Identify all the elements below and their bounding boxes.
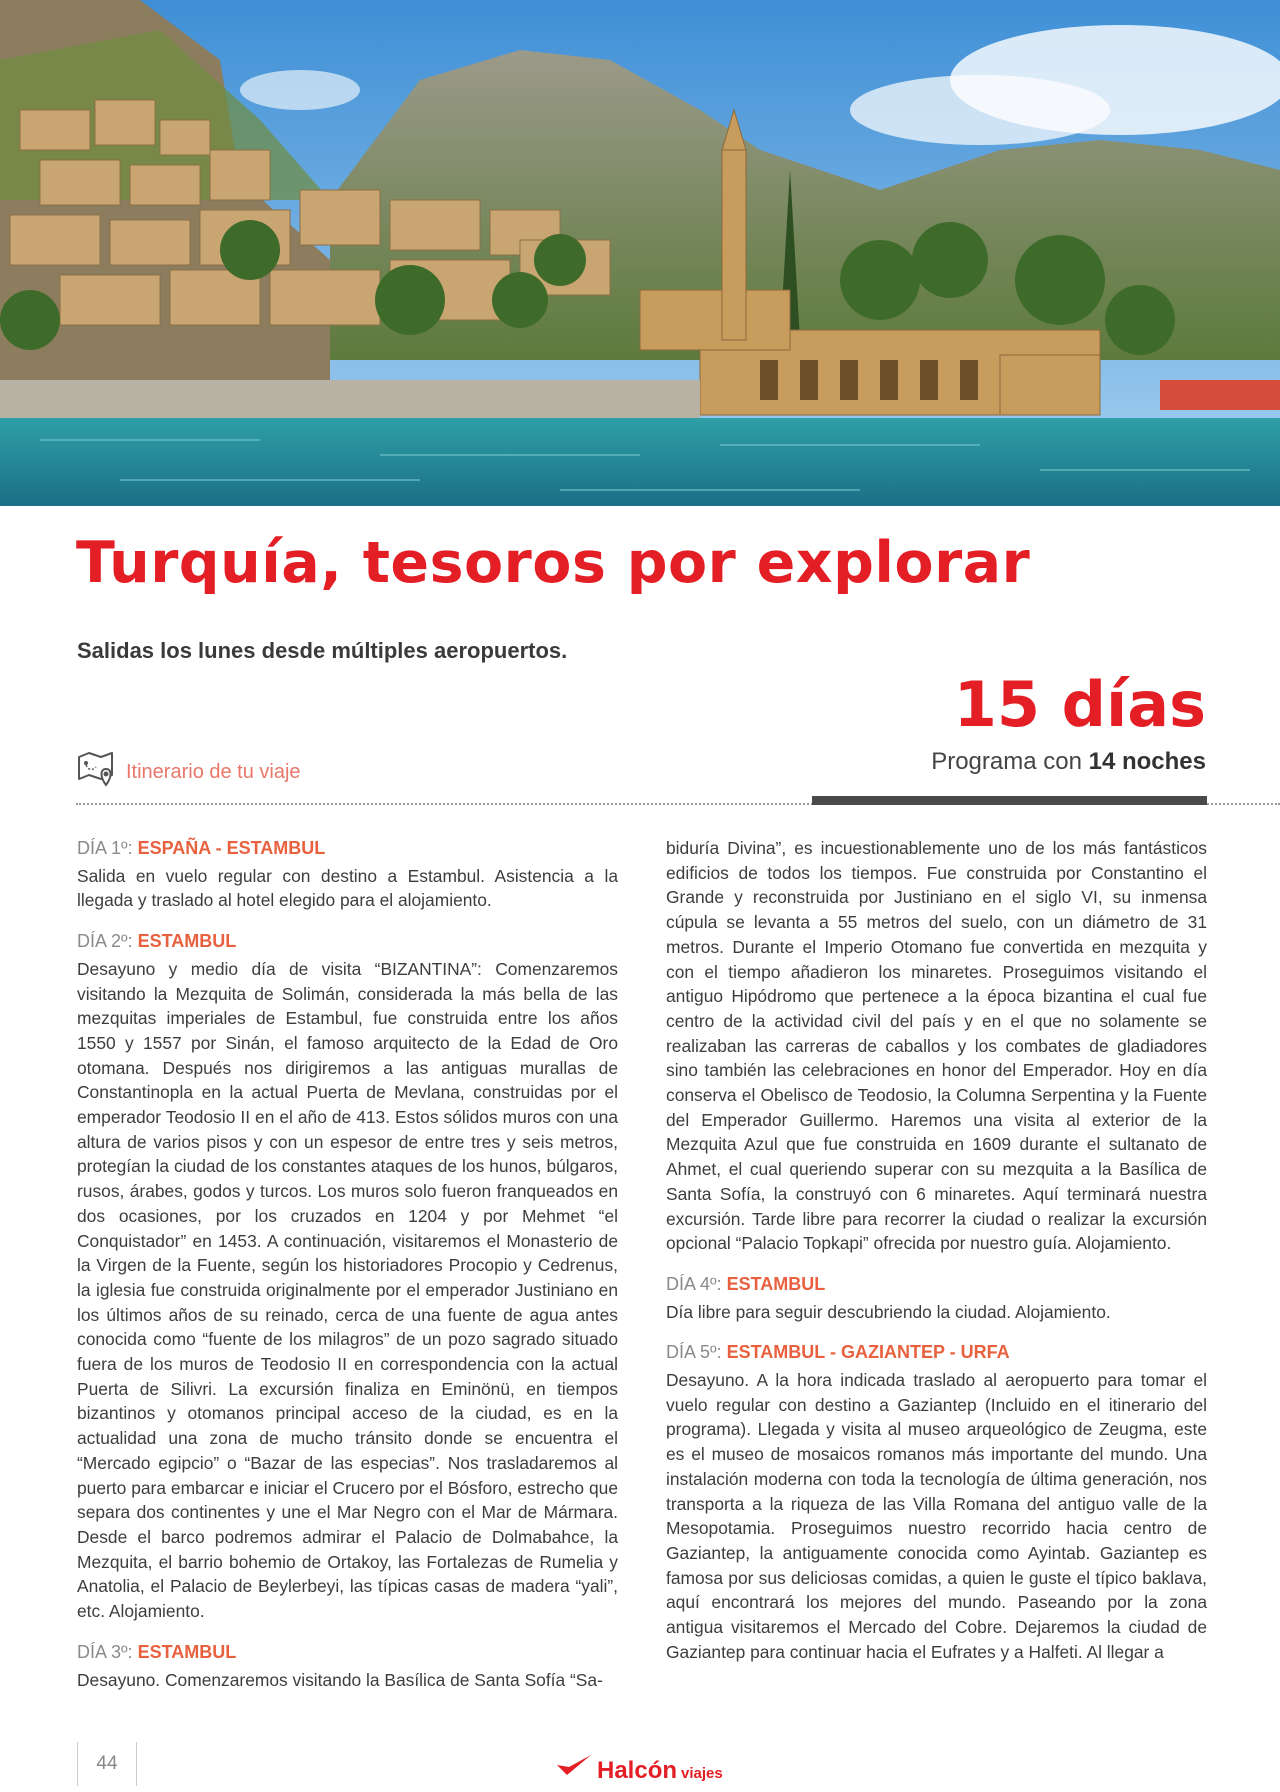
- duration-underline-bar: [812, 796, 1207, 805]
- departures-subtitle: Salidas los lunes desde múltiples aeropuertos.: [77, 638, 568, 663]
- day-number: DÍA 1º:: [77, 838, 133, 858]
- day-entry: [77, 1640, 618, 1692]
- brand-sub: viajes: [681, 1765, 723, 1782]
- itinerary-heading: [76, 750, 301, 794]
- itinerary-column-right: [666, 836, 1207, 1681]
- map-pin-icon: [76, 749, 116, 795]
- itinerary-column-left: [77, 836, 618, 1708]
- day-number: DÍA 5º:: [666, 1342, 722, 1363]
- brand-logo: [555, 1750, 723, 1784]
- day-description: Día libre para seguir descubriendo la ciudad. Alojamiento.: [666, 1301, 1111, 1322]
- day-description: Desayuno. A la hora indicada traslado al aeropuerto para tomar el vuelo regular con destino a Gaziantep (Incluido en el itinerario del programa). Llegada y visita al museo arqueológico de Zeugma, este es el museo de mosaicos romanos más importante del mundo. Una instalación moderna con toda la tecnología de última generación, nos transporta a la riqueza de las Villa Romana del antiguo valle de la Mesopotamia. Proseguimos nuestro recorrido hacia centro de Gaziantep, la antiguamente conocida como Ayintab. Gaziantep es famosa por sus deliciosas comidas, a quien le guste el típico baklava, aquí encontrará los mejores del mundo. Paseando por la zona antigua visitaremos el Mercado del Cobre. Dejaremos la ciudad de Gaziantep para continuar hacia el Eufrates y a Halfeti. Al llegar a: [666, 1370, 1207, 1662]
- day-description: Salida en vuelo regular con destino a Estambul. Asistencia a la llegada y traslado al hotel elegido para el alojamiento.: [77, 865, 618, 911]
- program-nights: [931, 748, 1206, 776]
- day-number: DÍA 2º:: [77, 931, 133, 952]
- itinerary-heading-label: Itinerario de tu viaje: [126, 760, 301, 783]
- day-heading: [77, 1640, 618, 1665]
- day-entry-continuation: [666, 836, 1207, 1256]
- day-number: DÍA 4º:: [666, 1273, 722, 1294]
- program-prefix: Programa con: [931, 748, 1082, 775]
- hero-image: [0, 0, 1280, 506]
- program-nights-count: 14 noches: [1088, 748, 1206, 775]
- brand-check-icon: [555, 1753, 593, 1784]
- day-entry: [77, 929, 618, 1624]
- day-description-continuation: biduría Divina”, es incuestionablemente uno de los más fantásticos edificios de todos los tiempos. Fue construida por Constantino el Grande y reconstruida por Justiniano en el siglo VI, su inmensa cúpula se levanta a 55 metros del suelo, con un diámetro de 31 metros. Durante el Imperio Otomano fue convertida en mezquita y con el tiempo añadieron los minaretes. Proseguimos visitando el antiguo Hipódromo que pertenece a la época bizantina el cual fue centro de la actividad civil del país y en el que no solamente se realizaban las carreras de caballos y los combates de gladiadores sino también las celebraciones en honor del Emperador. Hoy en día conserva el Obelisco de Teodosio, la Columna Serpentina y la Fuente del Emperador Guillermo. Haremos una visita al exterior de la Mezquita Azul que fue construida en 1609 durante el sultanato de Ahmet, el cual queriendo superar con su mezquita a la Basílica de Santa Sofía, la construyó con 6 minaretes. Aquí terminará nuestra excursión. Tarde libre para recorrer la ciudad o realizar la excursión opcional “Palacio Topkapi” ofrecida por nuestro guía. Alojamiento.: [666, 838, 1207, 1254]
- day-place: ESPAÑA - ESTAMBUL: [137, 838, 326, 858]
- brand-name: Halcón: [597, 1757, 678, 1784]
- page-number: 44: [77, 1742, 137, 1786]
- day-place: ESTAMBUL: [137, 1641, 237, 1662]
- day-number: DÍA 3º:: [77, 1641, 133, 1662]
- day-entry: [77, 836, 618, 913]
- day-place: ESTAMBUL: [137, 931, 237, 952]
- day-entry: [666, 1340, 1207, 1664]
- day-description: Desayuno. Comenzaremos visitando la Basílica de Santa Sofía “Sa-: [77, 1669, 603, 1690]
- day-place: ESTAMBUL - GAZIANTEP - URFA: [726, 1342, 1010, 1363]
- day-heading: [77, 836, 618, 861]
- day-heading: [77, 929, 618, 954]
- trip-duration-days: 15 días: [953, 668, 1206, 741]
- page-title: Turquía, tesoros por explorar: [76, 530, 1031, 596]
- day-description: Desayuno y medio día de visita “BIZANTINA”: Comenzaremos visitando la Mezquita de Solimán, considerada la más bella de las mezquitas imperiales de Estambul, fue construida entre los años 1550 y 1557 por Sinán, el famoso arquitecto de la Edad de Oro otomana. Después nos dirigiremos a las antiguas murallas de Constantinopla en la actual Puerta de Mevlana, construidas por el emperador Teodosio II en el año de 413. Estos sólidos muros con una altura de varios pisos y con un espesor de entre tres y seis metros, protegían la ciudad de los constantes ataques de los hunos, búlgaros, rusos, árabes, godos y turcos. Los muros solo fueron franqueados en dos ocasiones, por los cruzados en 1204 y por Mehmet “el Conquistador” en 1453. A continuación, visitaremos el Monasterio de la Virgen de la Fuente, según los historiadores Procopio y Cedrenus, la iglesia fue construida originalmente por el emperador Justiniano en los últimos años de su reinado, cerca de una fuente de agua antes conocida como “fuente de los milagros” de un pozo sagrado situado fuera de los muros de Teodosio II en correspondencia con la actual Puerta de Silivri. La excursión finaliza en Eminönü, en tiempos bizantinos y otomanos principal acceso de la ciudad, es en la actualidad una zona de mucho tránsito donde se encuentra el “Mercado egipcio” o “Bazar de las especias”. Nos trasladaremos al puerto para embarcar e iniciar el Crucero por el Bósforo, estrecho que separa dos continentes y une el Mar Negro con el Mar de Mármara. Desde el barco podremos admirar el Palacio de Dolmabahce, la Mezquita, el barrio bohemio de Ortakoy, las Fortalezas de Rumelia y Anatolia, el Palacio de Beylerbeyi, las típicas casas de madera “yali”, etc. Alojamiento.: [77, 958, 618, 1622]
- day-heading: [666, 1272, 1207, 1297]
- day-place: ESTAMBUL: [726, 1273, 826, 1294]
- day-entry: [666, 1272, 1207, 1324]
- day-heading: [666, 1340, 1207, 1365]
- hero-landscape-illustration: [0, 0, 1280, 506]
